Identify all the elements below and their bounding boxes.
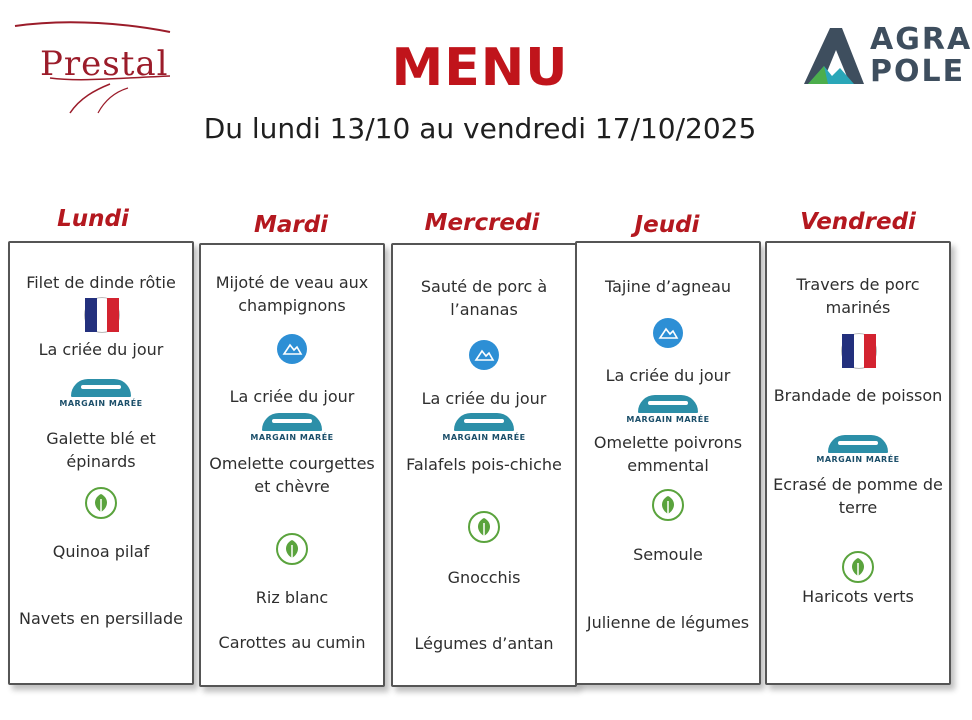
day-header-mercredi: Mercredi bbox=[424, 210, 540, 236]
date-range: Du lundi 13/10 au vendredi 17/10/2025 bbox=[203, 112, 757, 145]
menu-item: Falafels pois-chiche bbox=[406, 455, 562, 474]
menu-item: Ecrasé de pomme de terre bbox=[773, 475, 943, 517]
alps-origin-icon bbox=[652, 317, 684, 353]
prestal-logo-text: Prestal bbox=[40, 44, 169, 84]
menu-item: Omelette courgettes et chèvre bbox=[209, 454, 375, 496]
day-column-lundi bbox=[8, 241, 194, 685]
menu-item: Riz blanc bbox=[255, 588, 329, 607]
menu-item: Légumes d’antan bbox=[414, 634, 554, 653]
menu-item: La criée du jour bbox=[605, 366, 731, 385]
alps-origin-icon bbox=[276, 333, 308, 369]
menu-item: Filet de dinde rôtie bbox=[26, 273, 176, 292]
day-column-mardi bbox=[199, 243, 385, 687]
menu-item: Brandade de poisson bbox=[773, 386, 943, 405]
vegetarian-leaf-icon bbox=[276, 533, 308, 569]
page-title: MENU bbox=[391, 38, 569, 98]
margain-label: MARGAIN MARÉE bbox=[250, 433, 334, 442]
day-header-jeudi: Jeudi bbox=[634, 212, 700, 238]
menu-item: Mijoté de veau aux champignons bbox=[215, 273, 369, 315]
agrapole-line2: POLE bbox=[870, 54, 966, 89]
margain-label: MARGAIN MARÉE bbox=[626, 415, 710, 424]
agrapole-line1: AGRA bbox=[870, 22, 972, 57]
day-column-jeudi bbox=[575, 241, 761, 685]
vegetarian-leaf-icon bbox=[652, 489, 684, 525]
menu-item: Julienne de légumes bbox=[586, 613, 750, 632]
day-header-vendredi: Vendredi bbox=[800, 209, 916, 235]
margain-maree-logo bbox=[626, 395, 710, 429]
menu-item: Galette blé et épinards bbox=[46, 429, 156, 471]
menu-item: Omelette poivrons emmental bbox=[593, 433, 743, 475]
margain-maree-logo bbox=[816, 435, 900, 469]
day-header-lundi: Lundi bbox=[57, 206, 129, 232]
vegetarian-leaf-icon bbox=[468, 511, 500, 547]
margain-label: MARGAIN MARÉE bbox=[442, 433, 526, 442]
margain-maree-logo bbox=[250, 413, 334, 447]
day-column-mercredi bbox=[391, 243, 577, 687]
menu-item: Semoule bbox=[633, 545, 703, 564]
margain-label: MARGAIN MARÉE bbox=[816, 455, 900, 464]
margain-maree-logo bbox=[59, 379, 143, 413]
vegetarian-leaf-icon bbox=[85, 487, 117, 523]
french-poultry-label-icon bbox=[84, 297, 118, 331]
day-column-vendredi bbox=[765, 241, 951, 685]
menu-item: Tajine d’agneau bbox=[604, 277, 732, 296]
alps-origin-icon bbox=[468, 339, 500, 375]
menu-item: Sauté de porc à l’ananas bbox=[420, 277, 548, 319]
french-pork-label-icon bbox=[841, 333, 875, 367]
menu-item: Carottes au cumin bbox=[218, 633, 366, 652]
vegetarian-leaf-icon bbox=[842, 551, 874, 587]
margain-label: MARGAIN MARÉE bbox=[59, 399, 143, 408]
menu-item: La criée du jour bbox=[229, 387, 355, 406]
menu-item: Navets en persillade bbox=[19, 609, 183, 628]
day-header-mardi: Mardi bbox=[253, 212, 329, 238]
menu-item: Quinoa pilaf bbox=[52, 542, 150, 561]
menu-item: La criée du jour bbox=[38, 340, 164, 359]
menu-item: Gnocchis bbox=[447, 568, 521, 587]
margain-maree-logo bbox=[442, 413, 526, 447]
menu-item: Haricots verts bbox=[802, 587, 914, 606]
menu-item: La criée du jour bbox=[421, 389, 547, 408]
menu-item: Travers de porc marinés bbox=[796, 275, 920, 317]
